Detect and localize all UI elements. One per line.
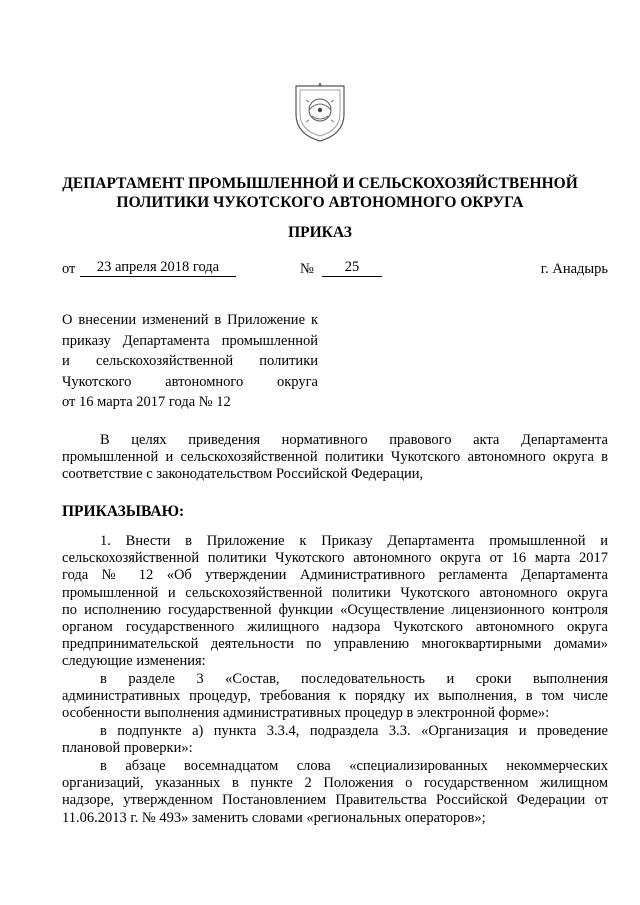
preamble-line: В целях приведения нормативного правового акта Департамента [100,432,608,448]
item-line: плановой проверки»: [62,740,193,757]
issue-city: г. Анадырь [540,261,608,277]
item-line: промышленной и сельскохозяйственной политики Чукотского автономного округа [62,584,608,601]
item-3-paragraph [62,723,608,757]
coat-of-arms-icon [290,80,350,144]
item-line: 1. Внести в Приложение к Приказу Департамента промышленной и [100,533,608,549]
item-line: в подпункте а) пункта 3.3.4, подраздела 3.3. «Организация и проведение [100,723,608,739]
item-line: года № 12 «Об утверждении Административного регламента Департамента [62,567,608,584]
preamble-line: соответствие с законодательством Российской Федерации, [62,466,424,482]
order-number: 25 [322,258,382,277]
order-subject [62,310,318,413]
subject-line: приказу Департамента промышленной [62,332,318,349]
number-prefix: № [300,261,314,277]
item-line: в абзаце восемнадцатом слова «специализированных некоммерческих [100,758,608,774]
item-4-paragraph [62,758,608,827]
item-line: по исполнению государственной функции «Осуществление лицензионного контроля [62,601,608,618]
order-date: 23 апреля 2018 года [80,258,236,277]
document-type-title: ПРИКАЗ [288,224,352,241]
order-directive-word: ПРИКАЗЫВАЮ: [62,503,185,520]
item-line: сельскохозяйственной политики Чукотского автономного округа от 16 марта 2017 [62,550,608,567]
subject-line: и сельскохозяйственной политики [62,353,318,369]
item-line: административных процедур, требования к порядку их выполнения, в том числе [62,688,608,705]
subject-line: О внесении изменений в Приложение к [62,312,318,328]
subject-line: Чукотского автономного округа [62,373,318,390]
item-1-paragraph [62,533,608,671]
preamble-paragraph [62,432,608,483]
subject-line: от 16 марта 2017 года № 12 [62,394,231,410]
preamble-line: промышленной и сельскохозяйственной политики Чукотского автономного округа в [62,449,608,465]
item-line: 11.06.2013 г. № 493» заменить словами «региональных операторов»; [62,809,486,826]
item-line: органом государственного жилищного надзора Чукотского автономного округа [62,619,608,636]
department-name-line-2: ПОЛИТИКИ ЧУКОТСКОГО АВТОНОМНОГО ОКРУГА [116,194,524,211]
department-name-line-1: ДЕПАРТАМЕНТ ПРОМЫШЛЕННОЙ И СЕЛЬСКОХОЗЯЙСТВЕННОЙ [62,175,578,192]
date-prefix: от [62,261,76,277]
item-line: особенности выполнения административных процедур в электронной форме»: [62,705,550,722]
item-line: предпринимательской деятельности по управлению многоквартирными домами» [62,636,608,653]
item-line: следующие изменения: [62,653,206,670]
item-line: в разделе 3 «Состав, последовательность и сроки выполнения [100,671,608,687]
item-line: организаций, указанных в пункте 2 Положения о государственном жилищном [62,775,608,792]
item-2-paragraph [62,671,608,723]
item-line: надзоре, утвержденном Постановлением Правительства Российской Федерации от [62,792,608,809]
